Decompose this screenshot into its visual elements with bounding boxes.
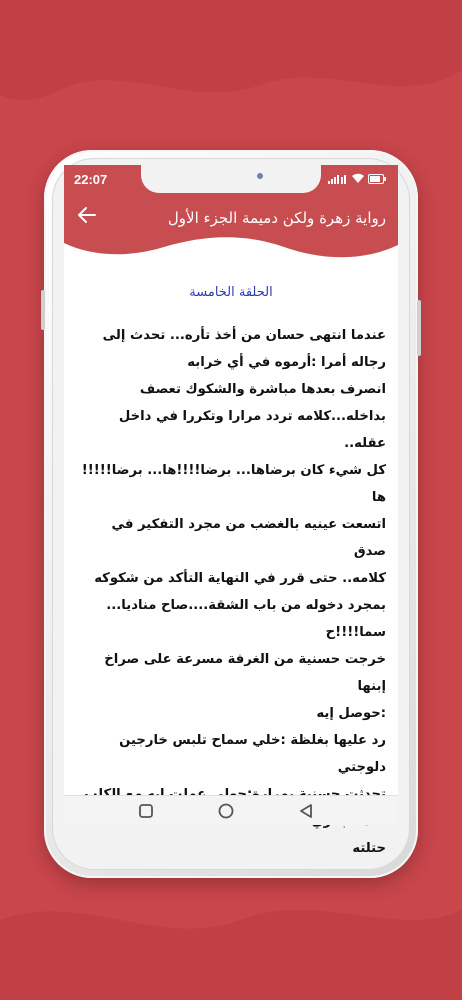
signal-icon xyxy=(328,173,348,184)
story-line: عندما انتهى حسان من أخذ تأره... تحدث إلى xyxy=(102,328,386,343)
story-line: بمجرد دخوله من باب الشقة....صاح مناديا... xyxy=(106,598,386,613)
system-nav-bar xyxy=(64,795,398,825)
front-camera xyxy=(257,173,263,179)
battery-icon xyxy=(368,174,386,184)
story-line: كلامه.. حتى قرر في النهاية التأكد من شكوكه xyxy=(94,571,386,586)
story-line: سما!!!!ح xyxy=(325,625,386,640)
status-time: 22:07 xyxy=(74,172,108,187)
story-line: حتلته xyxy=(352,841,386,856)
story-line: انصرف بعدها مباشرة والشكوك تعصف xyxy=(139,382,386,397)
power-button xyxy=(417,300,421,356)
story-line: رجاله أمرا :أرموه في أي خرابه xyxy=(187,355,386,370)
phone-screen xyxy=(64,165,398,856)
story-line: خرجت حسنية من الغرفة مسرعة على صراخ إبنها xyxy=(104,652,386,694)
story-line: رد عليها بغلظة :خلي سماح تلبس خارجين دلوجتي xyxy=(119,733,386,775)
back-button[interactable] xyxy=(78,207,104,233)
story-line: بداخله...كلامه تردد مرارا وتكررا في داخل عقله.. xyxy=(118,409,386,451)
chapter-title: الحلقة الخامسة xyxy=(189,285,273,300)
circle-icon[interactable] xyxy=(216,801,236,821)
arrow-left-icon xyxy=(78,207,96,223)
volume-button xyxy=(41,290,45,330)
wifi-icon xyxy=(352,173,364,184)
story-line: :حوصل إيه xyxy=(316,706,386,721)
notch xyxy=(141,165,321,193)
status-icons xyxy=(328,173,386,184)
story-line: كل شيء كان برضاها... برضا!!!!ها... برضا!!!!!ها xyxy=(81,463,386,505)
app-header xyxy=(64,195,398,265)
story-content[interactable] xyxy=(64,265,398,856)
square-icon[interactable] xyxy=(136,801,156,821)
story-line: اتسعت عينيه بالغضب من مجرد التفكير في صدق xyxy=(111,517,386,559)
story-text xyxy=(76,322,386,862)
background-wave-bottom xyxy=(0,880,462,1000)
header-wave xyxy=(64,195,398,265)
triangle-back-icon[interactable] xyxy=(296,801,316,821)
background-wave-top xyxy=(0,0,462,140)
app-title: رواية زهرة ولكن دميمة الجزء الأول xyxy=(167,209,386,227)
